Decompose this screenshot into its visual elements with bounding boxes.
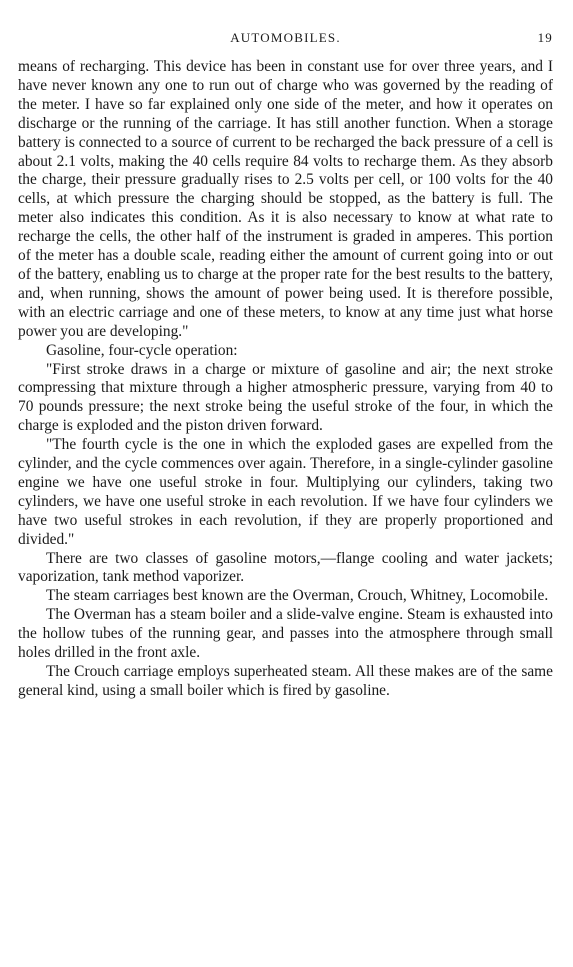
paragraph: There are two classes of gasoline motors,—flange cooling and water jackets; vaporization, tank method vaporizer. [18,549,553,586]
running-title: AUTOMOBILES. [230,30,341,45]
running-head [18,30,553,52]
paragraph: The steam carriages best known are the Overman, Crouch, Whitney, Locomobile. [46,587,549,605]
paragraph: "First stroke draws in a charge or mixture of gasoline and air; the next stroke compressing that mixture through a higher atmospheric pressure, varying from 40 to 70 pounds pressure; the next stroke being the useful stroke of the four, in which the charge is exploded and the piston driven forward. [18,360,553,435]
paragraph-continued: means of recharging. This device has been in constant use for over three years, and I have never known any one to run out of charge who was governed by the reading of the meter. I have so far explained only one side of the meter, and how it operates on discharge or the running of the carriage. It has still another function. When a storage battery is connected to a source of current to be recharged the back pressure of a cell is about 2.1 volts, making the 40 cells require 84 volts to recharge them. As they absorb the charge, their pressure gradually rises to 2.5 volts per cell, or 100 volts for the 40 cells, at which pressure the charging should be stopped, as the battery is full. The meter also indicates this condition. As it is also necessary to know at what rate to recharge the cells, the other half of the instrument is graded in amperes. This portion of the meter has a double scale, reading either the amount of current going into or out of the battery, enabling us to charge at the proper rate for the best results to the battery, and, when running, shows the amount of power being used. It is therefore possible, with an electric carriage and one of these meters, to know at any time just what horse power you are developing." [18,58,553,340]
paragraph: The Crouch carriage employs superheated steam. All these makes are of the same general kind, using a small boiler which is fired by gasoline. [18,663,553,699]
paragraph: "The fourth cycle is the one in which the exploded gases are expelled from the cylinder, and the cycle commences over again. Therefore, in a single-cylinder gasoline engine we have one useful stroke in four. Multiplying our cylinders, taking two cylinders, we have one useful stroke in each revolution. If we have four cylinders we have two useful strokes in each revolution, if they are properly proportioned and divided." [18,436,553,548]
paragraph: The Overman has a steam boiler and a slide-valve engine. Steam is exhausted into the hollow tubes of the running gear, and passes into the atmosphere through small holes drilled in the front axle. [18,606,553,662]
page-number: 19 [537,30,553,45]
body-text [18,58,553,701]
paragraph-subheading: Gasoline, four-cycle operation: [46,341,238,359]
book-page [18,30,553,701]
